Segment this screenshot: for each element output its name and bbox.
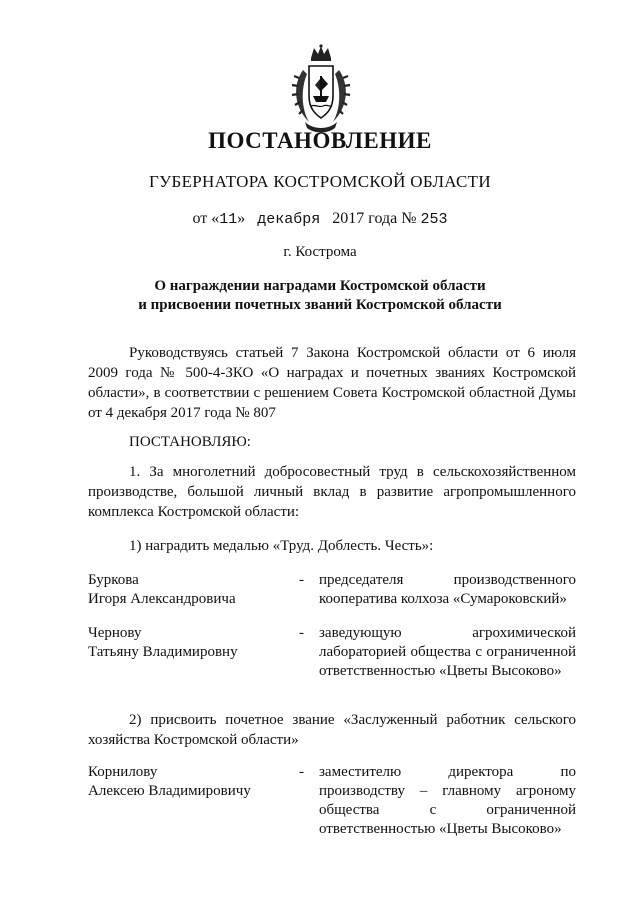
person-1-name [88,571,288,609]
entry-1-dash: - [299,572,304,588]
person-2-given-names: Татьяну Владимировну [88,644,238,660]
entry-2-dash: - [299,625,304,641]
heading-line-1: О награждении наградами Костромской области [154,278,486,294]
person-3-position: заместителю директора по производству – главному агроному общества с ограниченной ответственностью «Цветы Высоково» [319,764,576,837]
document-subtitle: ГУБЕРНАТОРА КОСТРОМСКОЙ ОБЛАСТИ [149,172,491,191]
person-2-position: заведующую агрохимической лабораторией общества с ограниченной ответственностью «Цветы Высоково» [319,625,576,679]
document-title: ПОСТАНОВЛЕНИЕ [208,128,432,153]
date-day: 11 [219,211,238,228]
preamble-paragraph: Руководствуясь статьей 7 Закона Костромской области от 6 июля 2009 года № 500-4-ЗКО «О наградах и почетных званиях Костромской области», в соответствии с решением Совета Костромской областной Думы от 4 декабря 2017 года № 807 [88,345,576,421]
coat-of-arms-emblem [289,44,353,134]
document-number: 253 [420,211,448,228]
date-prefix: от « [192,210,220,227]
document-dateline [0,210,640,228]
heading-line-2: и присвоении почетных званий Костромской области [138,297,502,313]
date-mid: » [237,210,246,227]
person-2-name [88,624,288,662]
sub-item-1: 1) наградить медалью «Труд. Доблесть. Честь»: [129,538,434,554]
person-1-surname: Буркова [88,572,139,588]
sub-item-2: 2) присвоить почетное звание «Заслуженный работник сельского хозяйства Костромской области» [88,712,576,748]
decree-word: ПОСТАНОВЛЯЮ: [129,434,251,450]
document-city: г. Кострома [283,244,357,260]
entry-3-dash: - [299,764,304,780]
person-3-given-names: Алексею Владимировичу [88,783,251,799]
person-1-given-names: Игоря Александровича [88,591,236,607]
person-2-surname: Чернову [88,625,142,641]
person-3-name [88,763,288,801]
person-3-surname: Корнилову [88,764,158,780]
item-1-paragraph: 1. За многолетний добросовестный труд в сельскохозяйственном производстве, большой личный вклад в развитие агропромышленного комплекса Костромской области: [88,464,576,520]
document-heading [0,277,640,315]
date-year: 2017 года № [332,210,417,227]
person-1-position: председателя производственного кооператива колхоза «Сумароковский» [319,572,576,607]
date-month: декабря [257,211,321,228]
